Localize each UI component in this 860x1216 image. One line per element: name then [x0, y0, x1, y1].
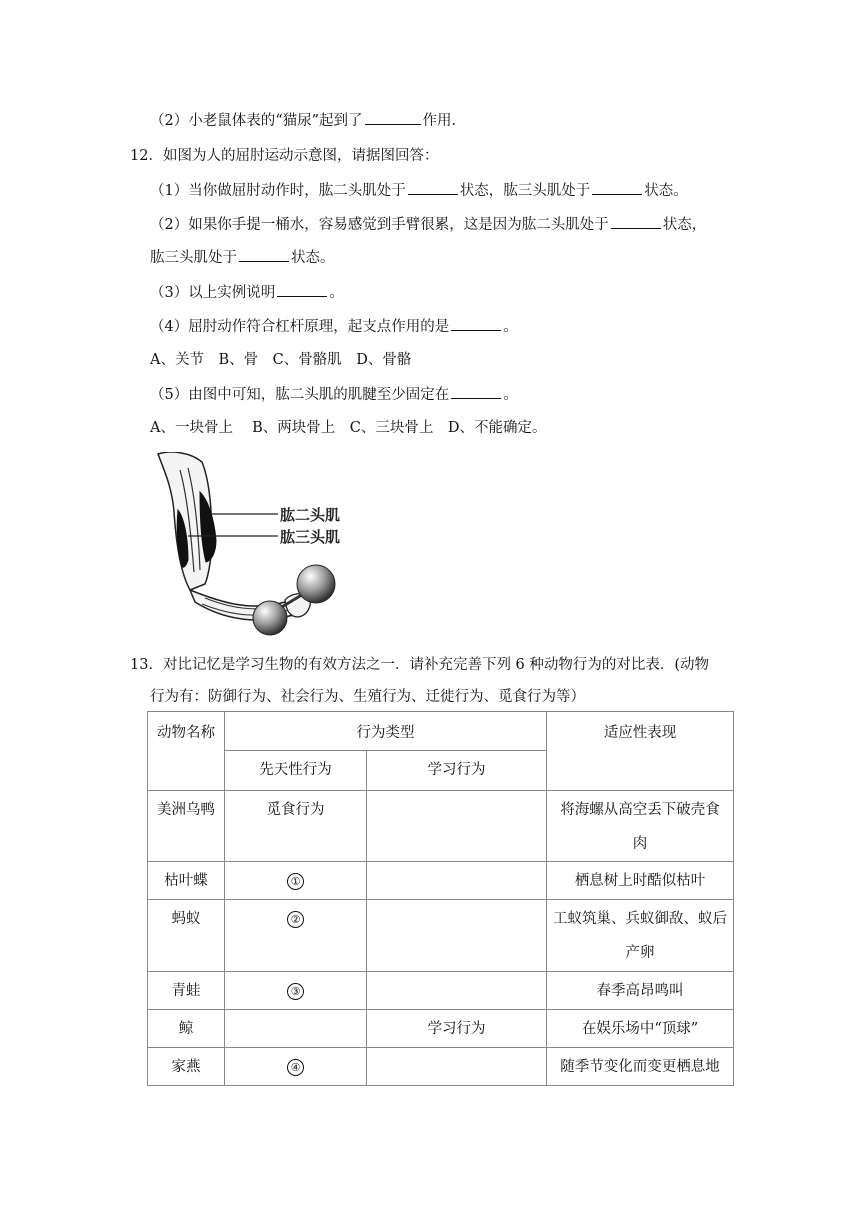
learned-cell: [367, 1048, 547, 1086]
learned-cell: 学习行为: [367, 1010, 547, 1048]
table-row: [148, 1010, 734, 1048]
animal-name: 蚂蚁: [148, 900, 225, 972]
animal-name: 家燕: [148, 1048, 225, 1086]
circled-number: ②: [287, 911, 304, 928]
table-row: [148, 862, 734, 900]
q12-part5-options: A、一块骨上 B、两块骨上 C、三块骨上 D、不能确定。: [150, 420, 547, 436]
innate-cell: [225, 900, 367, 972]
answer-blank: [408, 180, 458, 195]
learned-cell: [367, 972, 547, 1010]
innate-cell: [225, 1048, 367, 1086]
header-learned: 学习行为: [367, 751, 547, 791]
answer-blank: [277, 282, 327, 297]
learned-cell: [367, 900, 547, 972]
innate-cell: [225, 972, 367, 1010]
q12-part1: （1）当你做屈肘动作时，肱二头肌处于 状态，肱三头肌处于 状态。: [150, 180, 688, 201]
adaptation-cell: 工蚁筑巢、兵蚁御敌、蚁后 产卵: [547, 900, 734, 972]
table-row: [148, 791, 734, 862]
label-triceps: 肱三头肌: [280, 528, 341, 546]
table-row: [148, 900, 734, 972]
header-animal-name: 动物名称: [148, 712, 225, 791]
behavior-comparison-table: [147, 711, 734, 1086]
header-behavior-type: 行为类型: [225, 712, 547, 751]
header-adaptation: 适应性表现: [547, 712, 734, 791]
animal-name: 美洲乌鸭: [148, 791, 225, 862]
label-biceps: 肱二头肌: [280, 506, 341, 524]
circled-number: ③: [287, 983, 304, 1000]
animal-name: 青蛙: [148, 972, 225, 1010]
answer-blank: [611, 214, 661, 229]
answer-blank: [592, 180, 642, 195]
q13-stem-line2: 行为有：防御行为、社会行为、生殖行为、迁徙行为、觅食行为等）: [150, 689, 585, 705]
learned-cell: [367, 862, 547, 900]
adaptation-cell: 将海螺从高空丢下破壳食 肉: [547, 791, 734, 862]
q11-part2: （2）小老鼠体表的“猫尿”起到了 作用．: [150, 110, 466, 131]
animal-name: 鲸: [148, 1010, 225, 1048]
answer-blank: [239, 247, 289, 262]
table-row: [148, 1048, 734, 1086]
q12-part2-cont: 肱三头肌处于 状态。: [150, 247, 335, 268]
circled-number: ①: [287, 873, 304, 890]
elbow-flexion-figure: [150, 452, 360, 637]
answer-blank: [451, 316, 501, 331]
innate-cell: [225, 1010, 367, 1048]
header-innate: 先天性行为: [225, 751, 367, 791]
innate-cell: [225, 862, 367, 900]
animal-name: 枯叶蝶: [148, 862, 225, 900]
adaptation-cell: 随季节变化而变更栖息地: [547, 1048, 734, 1086]
adaptation-cell: 栖息树上时酷似枯叶: [547, 862, 734, 900]
q12-part4-options: A、关节 B、骨 C、骨骼肌 D、骨骼: [150, 352, 412, 368]
q12-part3: （3）以上实例说明 。: [150, 282, 344, 303]
innate-cell: 觅食行为: [225, 791, 367, 862]
answer-blank: [451, 384, 501, 399]
learned-cell: [367, 791, 547, 862]
q12-part2: （2）如果你手提一桶水，容易感觉到手臂很累，这是因为肱二头肌处于 状态，: [150, 214, 706, 235]
answer-blank: [365, 110, 421, 125]
q13-stem-line1: 13．对比记忆是学习生物的有效方法之一．请补充完善下列 6 种动物行为的对比表．(动物: [130, 657, 710, 673]
q12-part4: （4）屈肘动作符合杠杆原理，起支点作用的是 。: [150, 316, 518, 337]
q12-part5: （5）由图中可知，肱二头肌的肌腱至少固定在 。: [150, 384, 518, 405]
q12-stem: 12．如图为人的屈肘运动示意图，请据图回答：: [130, 148, 439, 164]
adaptation-cell: 春季高昂鸣叫: [547, 972, 734, 1010]
adaptation-cell: 在娱乐场中“顶球”: [547, 1010, 734, 1048]
table-row: [148, 972, 734, 1010]
circled-number: ④: [287, 1059, 304, 1076]
